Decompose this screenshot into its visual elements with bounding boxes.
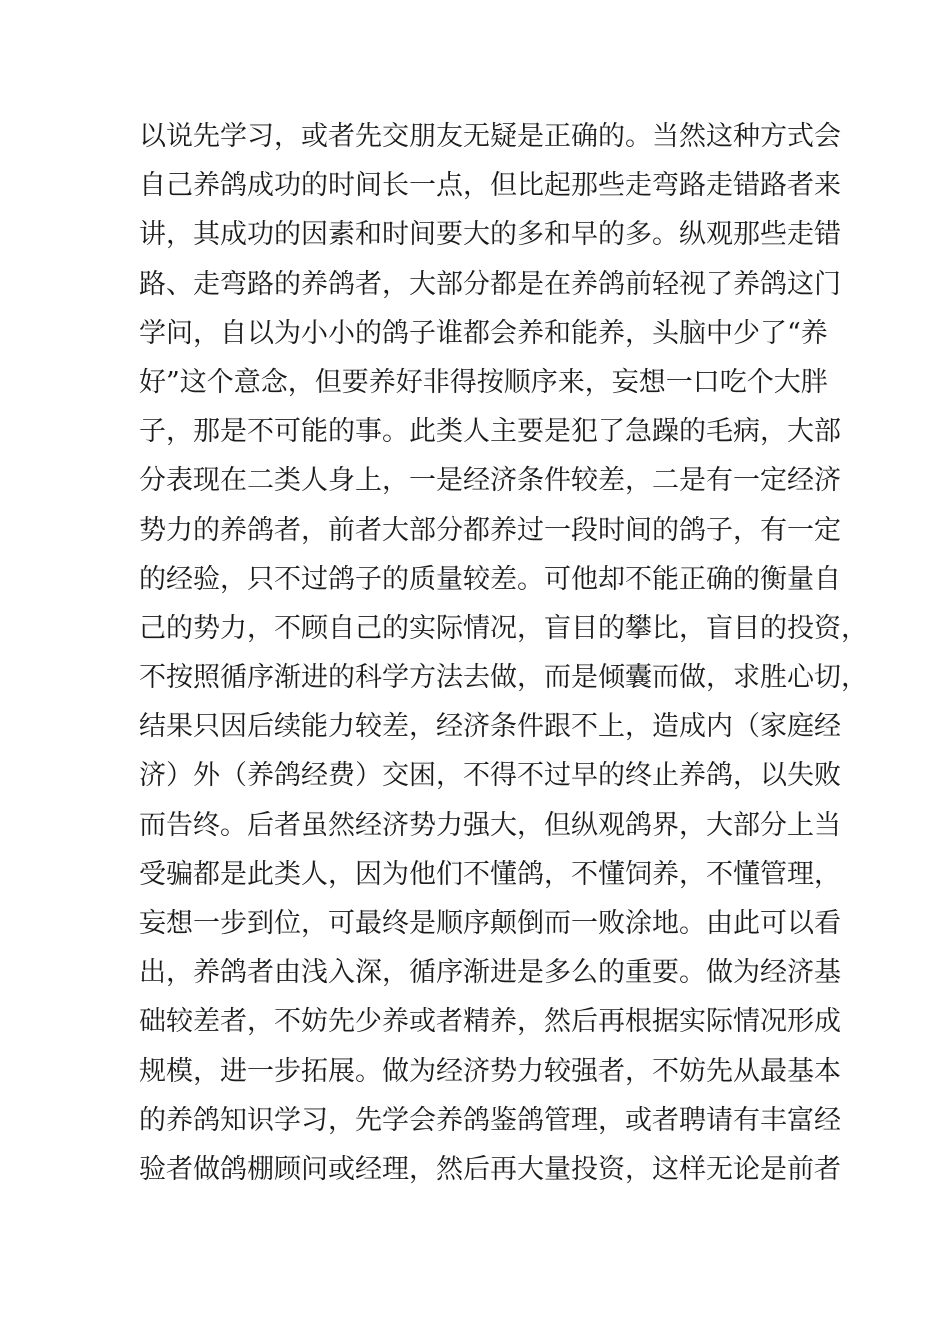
text-line: 验者做鸽棚顾问或经理，然后再大量投资，这样无论是前者	[139, 1153, 841, 1185]
text-line: 好”这个意念，但要养好非得按顺序来，妄想一口吃个大胖	[139, 366, 828, 398]
text-line: 济）外（养鸽经费）交困，不得不过早的终止养鸽，以失败	[139, 760, 841, 792]
text-line: 的养鸽知识学习，先学会养鸽鉴鸽管理，或者聘请有丰富经	[139, 1104, 841, 1136]
text-line: 出，养鸽者由浅入深，循序渐进是多么的重要。做为经济基	[139, 957, 841, 989]
text-line: 结果只因后续能力较差，经济条件跟不上，造成内（家庭经	[139, 711, 841, 743]
text-line: 路、走弯路的养鸽者，大部分都是在养鸽前轻视了养鸽这门	[139, 268, 841, 300]
text-line: 讲，其成功的因素和时间要大的多和早的多。纵观那些走错	[139, 219, 841, 251]
text-line: 以说先学习，或者先交朋友无疑是正确的。当然这种方式会	[139, 121, 841, 152]
text-line: 受骗都是此类人，因为他们不懂鸽，不懂饲养，不懂管理，	[139, 858, 841, 890]
text-line: 己的势力，不顾自己的实际情况，盲目的攀比，盲目的投资，	[139, 612, 868, 644]
text-line: 而告终。后者虽然经济势力强大，但纵观鸽界，大部分上当	[139, 809, 841, 841]
body-text	[139, 112, 868, 1194]
text-line: 妄想一步到位，可最终是顺序颠倒而一败涂地。由此可以看	[139, 908, 841, 939]
text-line: 的经验，只不过鸽子的质量较差。可他却不能正确的衡量自	[139, 563, 841, 595]
text-line: 自己养鸽成功的时间长一点，但比起那些走弯路走错路者来	[139, 170, 841, 202]
text-line: 势力的养鸽者，前者大部分都养过一段时间的鸽子，有一定	[139, 514, 841, 546]
text-line: 础较差者，不妨先少养或者精养，然后再根据实际情况形成	[139, 1006, 841, 1038]
text-line: 分表现在二类人身上，一是经济条件较差，二是有一定经济	[139, 465, 841, 497]
text-line: 规模，进一步拓展。做为经济势力较强者，不妨先从最基本	[139, 1055, 841, 1087]
text-line: 学问，自以为小小的鸽子谁都会养和能养，头脑中少了“养	[139, 317, 828, 349]
text-line: 子，那是不可能的事。此类人主要是犯了急躁的毛病，大部	[139, 416, 841, 448]
text-line: 不按照循序渐进的科学方法去做，而是倾囊而做，求胜心切，	[139, 662, 868, 694]
